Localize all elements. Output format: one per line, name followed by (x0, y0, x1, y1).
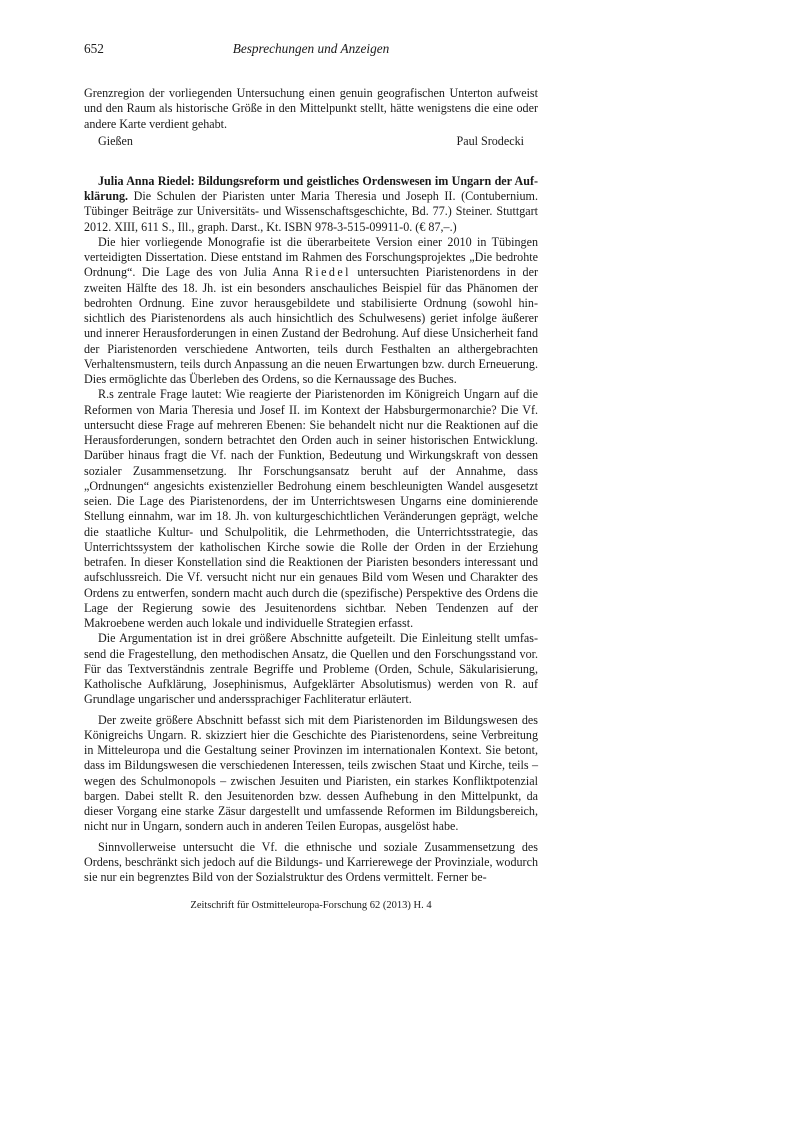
document-page (84, 40, 538, 885)
signature-author: Paul Srodecki (456, 133, 524, 148)
previous-review-paragraph: Grenzregion der vorliegenden Untersuchung einen genuin geografischen Unterton aufweist und den Raum als historische Größe in den Mittelpunkt stellt, hätte wenigstens die eine oder andere Karte verdient gehabt. (84, 86, 538, 131)
previous-review-end (84, 86, 538, 132)
review-title: Julia Anna Riedel: Bildungsreform und geistliches Ordenswesen im Ungarn der Aufklärung. (84, 173, 538, 203)
journal-footer: Zeitschrift für Ostmitteleuropa-Forschung 62 (2013) H. 4 (190, 900, 432, 911)
review-bibliography: Die Schulen der Piaristen unter Maria Theresia und Joseph II. (Contubernium. Tübinger Beiträge zur Universitäts- und Wissenschaftsgeschichte, Bd. 77.) Steiner. Stuttgart 2012. XIII, 611 S., Ill., graph. Darst., Kt. ISBN 978-3-515-09911-0. (€ 87,–.) (84, 189, 538, 234)
p1-text-before: Die hier vorliegende Monografie ist die überarbeitete Version einer 2010 in Tübingen verteidigten Dissertation. Diese entstand im Rahmen des Forschungsprojektes „Die bedrohte Ordnung“. Die Lage des von Julia Anna (84, 234, 538, 280)
running-head (84, 40, 538, 58)
review-paragraph-2: R.s zentrale Frage lautet: Wie reagierte der Piaristenorden im Königreich Ungarn auf die Reformen von Maria Theresia und Josef II. im Kontext der Habsburgermonarchie? Die Vf. untersucht diese Frage auf mehreren Ebenen: Sie behandelt nicht nur die Reaktionen auf die Herausforderungen, sondern betrachtet den Orden auch in seiner historischen Entwicklung. Darüber hinaus fragt die Vf. nach der Funktion, Bedeutung und Wirkungskraft von dessen sozialer Zusammensetzung. Ihr Forschungsansatz beruht auf der Annahme, dass „Ordnungen“ angesichts existenzieller Bedrohung einem beschleunigten Wandel ausgesetzt seien. Die Lage des Piaristenordens, der im Unterrichtswesen Ungarns eine dominierende Stellung einnahm, war im 18. Jh. von kulturgeschichtlichen Veränderungen geprägt, welche die staatliche Kultur- und Schulpolitik, die Lehrmethoden, die Unterrichtsstrategie, das Unterrichtssystem der katholischen Kirche sowie die Rolle der Orden in der Erziehung betrafen. In dieser Konstellation sind die Reaktionen der Piaristen besonders interessant und aufschlussreich. Die Vf. versucht nicht nur ein genaues Bild vom Wesen und Charakter des Ordens zu entwerfen, sondern macht auch durch die (spezifische) Perspektive des Ordens die Lage der Regierung sowie des Jesuitenordens sichtbar. Neben Tendenzen auf der Makroebene werden auch lokale und individuelle Strategien erfasst. (84, 387, 538, 630)
signature-place: Gießen (98, 133, 133, 148)
review-paragraph-5: Sinnvollerweise untersucht die Vf. die ethnische und soziale Zusammensetzung des Ordens, beschränkt sich jedoch auf die Bildungs- und Karrierewege der Provinziale, wodurch sie nur ein begrenztes Bild von der Sozialstruktur des Ordens vermittelt. Ferner be- (84, 839, 538, 884)
review-paragraph-3: Die Argumentation ist in drei größere Abschnitte aufgeteilt. Die Einleitung stellt umfassend die Fragestellung, den methodischen Ansatz, die Quellen und den Forschungsstand vor. Für das Textverständnis zentrale Begriffe und Probleme (Orden, Schule, Säkularisierung, Katholische Aufklärung, Josephinismus, Aufgeklärter Absolutismus) werden von R. auf Grundlage ungarischer und anderssprachiger Fachliteratur erläutert. (84, 631, 538, 707)
author-name-spaced: Riedel (304, 265, 351, 280)
running-title: Besprechungen und Anzeigen (232, 41, 390, 56)
review-bibliographic-entry (84, 174, 538, 235)
p1-text-after: untersuchten Piaristenordens in der zweiten Hälfte des 18. Jh. ist ein besonders anschauliches Beispiel für das Phänomen der bedrohten Ordnung. Eine zuvor herausgebildete und stabilisierte Ordnung (sowohl hinsichtlich des Piaristenordens als auch hinsichtlich des Schulwesens) geriet infolge äußerer und innerer Herausforderungen in einen Zustand der Bedrohung. Auf diese Unsicherheit fand der Piaristenorden verschiedene Antworten, teils durch Festhalten an althergebrachten Verhaltensmustern, teils durch Anpassung an die neuen Erwartungen bzw. durch Erneuerung. Dies ermöglichte das Überleben des Ordens, so die Kernaussage des Buches. (84, 265, 538, 386)
review-paragraph-1 (84, 235, 538, 388)
page-number: 652 (84, 41, 104, 56)
review-article (84, 174, 538, 886)
previous-review-signature (84, 134, 538, 150)
review-paragraph-4: Der zweite größere Abschnitt befasst sich mit dem Piaristenorden im Bildungswesen des Königreichs Ungarn. R. skizziert hier die Geschichte des Piaristenordens, seine Verbreitung in Mitteleuropa und die Gestaltung seiner Provinzen im internationalen Kontext. Sie betont, dass im Bildungswesen die verschiedenen Interessen, teils zwischen Staat und Kirche, teils – wegen des Schulmonopols – zwischen Jesuiten und Piaristen, ein starkes Konfliktpotenzial bargen. Dabei stellt R. den Jesuitenorden bzw. dessen Aufhebung in den Mittelpunkt, da dieser Vorgang eine starke Zäsur dargestellt und umfassende Reformen im Bildungsbereich, nicht nur in Ungarn, sondern auch in anderen Teilen Europas, ausgelöst habe. (84, 712, 538, 834)
